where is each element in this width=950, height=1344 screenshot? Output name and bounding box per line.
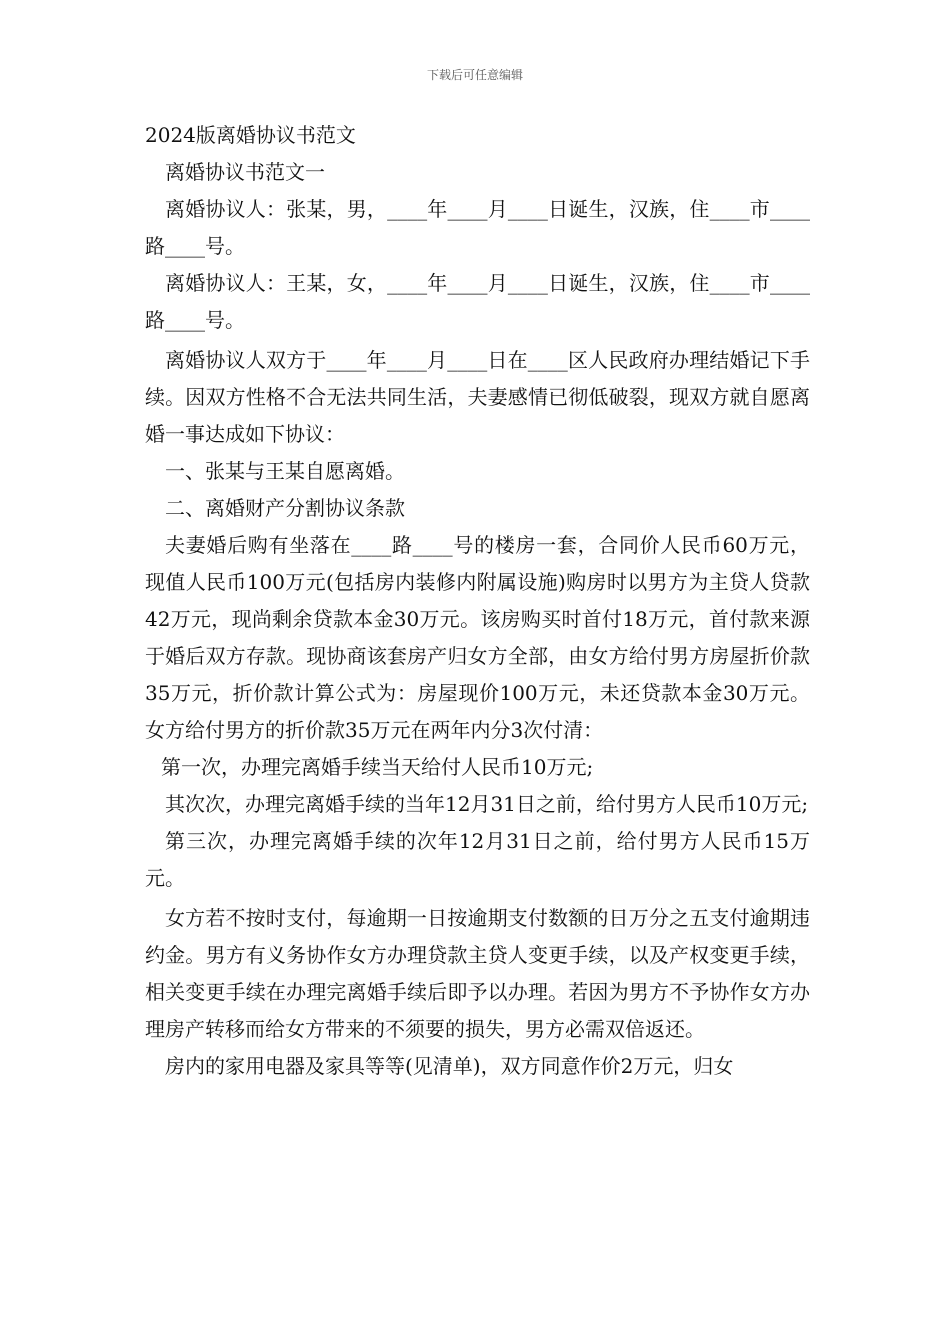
paragraph: 第三次，办理完离婚手续的次年12月31日之前，给付男方人民币15万元。 (145, 829, 810, 890)
paragraph: 女方若不按时支付，每逾期一日按逾期支付数额的日万分之五支付逾期违约金。男方有义务协作女方办理贷款主贷人变更手续，以及产权变更手续，相关变更手续在办理完离婚手续后即予以办理。若因为男方不予协作女方办理房产转移而给女方带来的不须要的损失，男方必需双倍返还。 (145, 906, 810, 1041)
paragraph: 一、张某与王某自愿离婚。 (165, 459, 405, 483)
paragraph: 夫妻婚后购有坐落在____路____号的楼房一套，合同价人民币60万元，现值人民币100万元(包括房内装修内附属设施)购房时以男方为主贷人贷款42万元，现尚剩余贷款本金30万元。该房购买时首付18万元，首付款来源于婚后双方存款。现协商该套房产归女方全部，由女方给付男方房屋折价款35万元，折价款计算公式为：房屋现价100万元，未还贷款本金30万元。女方给付男方的折价款35万元在两年内分3次付清： (145, 533, 810, 742)
document-subtitle: 离婚协议书范文一 (165, 160, 325, 184)
paragraph: 第一次，办理完离婚手续当天给付人民币10万元; (161, 755, 594, 779)
paragraph: 离婚协议人双方于____年____月____日在____区人民政府办理结婚记下手续。因双方性格不合无法共同生活，夫妻感情已彻低破裂，现双方就自愿离婚一事达成如下协议： (145, 348, 810, 446)
page-header-note: 下载后可任意编辑 (426, 68, 523, 82)
paragraph: 二、离婚财产分割协议条款 (165, 496, 405, 520)
document-title: 2024版离婚协议书范文 (145, 123, 356, 147)
paragraph: 房内的家用电器及家具等等(见清单)，双方同意作价2万元，归女 (165, 1054, 734, 1078)
paragraph: 其次次，办理完离婚手续的当年12月31日之前，给付男方人民币10万元; (165, 792, 809, 816)
document-body (145, 117, 810, 1085)
paragraph: 离婚协议人：王某，女，____年____月____日诞生，汉族，住____市____路____号。 (145, 271, 810, 332)
paragraph: 离婚协议人：张某，男，____年____月____日诞生，汉族，住____市____路____号。 (145, 197, 810, 258)
